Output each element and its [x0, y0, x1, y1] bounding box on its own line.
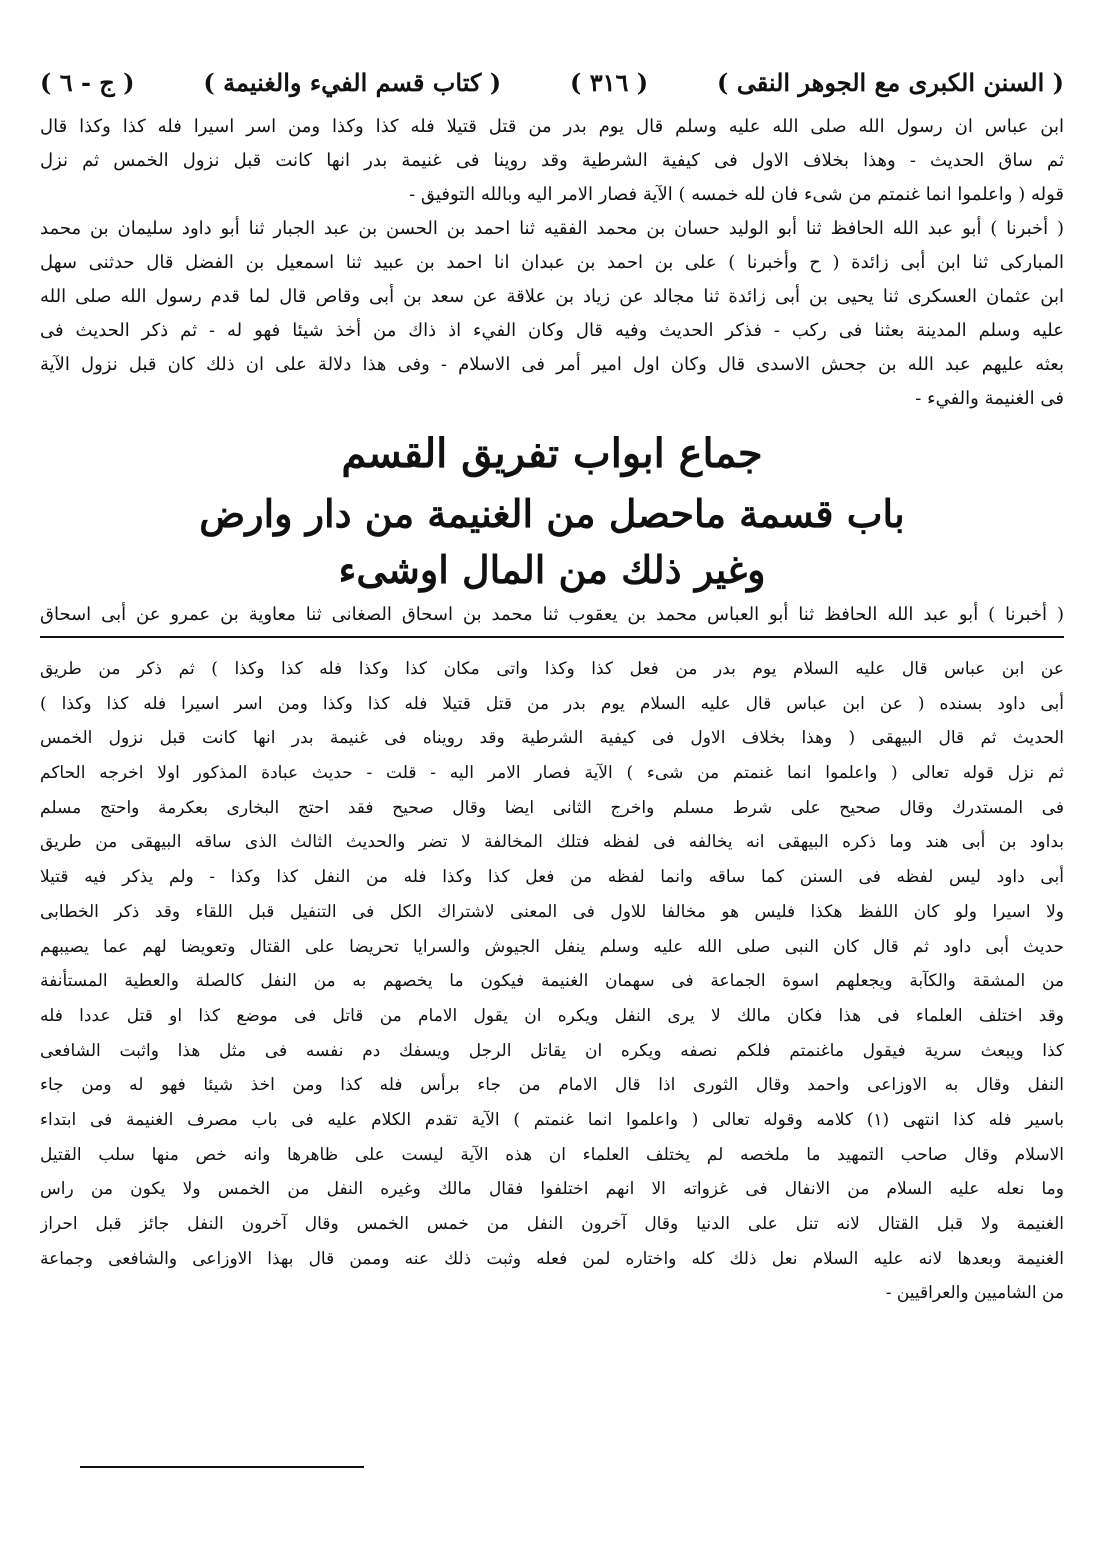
commentary-line: النفل وقال به الاوزاعى واحمد وقال الثورى اذا قال الامام من جاء برأس فله كذا ومن اخذ شيئا فهو له ومن جاء — [40, 1075, 1064, 1096]
text-line: المبارکى ثنا ابن أبى زائدة ( ح وأخبرنا ) على بن احمد بن عبدان انا احمد بن عبيد ثنا اسمعيل بن الفضل قال حدثنى سهل — [40, 252, 1064, 273]
text-line: ( أخبرنا ) أبو عبد الله الحافظ ثنا أبو الوليد حسان بن محمد الفقيه ثنا احمد بن الحسن بن عبد الجبار ثنا أبو داود سليمان بن محمد — [40, 218, 1064, 239]
commentary-line: الغنيمة ولا قبل القتال لانه تنل على الدنيا وقال آخرون النفل من خمس الخمس وقال آخرون النفل جائز قبل احراز — [40, 1214, 1064, 1234]
footnote-rule — [80, 1466, 364, 1468]
commentary-line: وما نعله عليه السلام من الانفال فى غزواته الا انهم اختلفوا فقال مالك وغيره النفل من الخمس ولا يكون من راس — [40, 1179, 1064, 1200]
commentary-line: عن ابن عباس قال عليه السلام يوم بدر من فعل كذا وكذا واتى مكان كذا وكذا فله كذا وكذا ) ثم ذكر من طريق — [40, 659, 1064, 679]
commentary-line: حديث أبى داود ثم قال كان النبى صلى الله عليه وسلم ينفل الجيوش والسرايا تحريضا على القتال وتعويضا لهم عما يصيبهم — [40, 936, 1064, 957]
commentary-line: أبى داود بسنده ( عن ابن عباس قال عليه السلام يوم بدر من قتل قتيلا فله كذا وكذا ومن اسر اسيرا فله كذا وكذا ) — [40, 693, 1064, 714]
text-line: ابن عباس ان رسول الله صلى الله عليه وسلم قال يوم بدر من قتل قتيلا فله كذا وكذا ومن اسر اسيرا فله كذا وكذا قال — [40, 116, 1064, 137]
text-line: فى الغنيمة والفيء - — [915, 388, 1064, 409]
book-page — [40, 60, 1064, 1311]
separator-rule — [40, 636, 1064, 638]
upper-text-block — [40, 110, 1064, 416]
running-header — [40, 60, 1064, 104]
text-line: ابن عثمان العسكرى ثنا يحيى بن أبى زائدة ثنا مجالد عن زياد بن علاقة عن سعد بن أبى وقاص قال لما قدم رسول الله صلى الله — [40, 286, 1064, 307]
commentary-line: الحديث ثم قال البيهقى ( وهذا بخلاف الاول فى كيفية الشرطية وقد رويناه فى غنيمة بدر انها كانت قبل نزول الخمس — [40, 728, 1064, 749]
isnad-line: ( أخبرنا ) أبو عبد الله الحافظ ثنا أبو العباس محمد بن يعقوب ثنا محمد بن اسحاق الصغانى ثنا معاوية بن عمرو عن أبى اسحاق — [40, 604, 1064, 625]
text-line: بعثه عليهم عبد الله بن جحش الاسدى قال وكان اول امير أمر فى الاسلام - وفى هذا دلالة على ان ذلك كان قبل نزول الآية — [40, 354, 1064, 375]
header-page-number: ( ٣١٦ ) — [569, 67, 649, 97]
commentary-line: فى المستدرك وقال صحيح على شرط مسلم واخرج الثانى ايضا وقال صحيح فقد احتج البخارى بعكرمة واحتج مسلم — [40, 797, 1064, 818]
commentary-block — [40, 652, 1064, 1311]
header-book-title: ( السنن الكبرى مع الجوهر النقى ) — [716, 67, 1064, 97]
commentary-line: الاسلام وقال صاحب التمهيد ما ملخصه لم يختلف العلماء ان هذه الآية ليست على ظاهرها وانه خص منها سلب القتيل — [40, 1144, 1064, 1165]
text-line: ثم ساق الحديث - وهذا بخلاف الاول فى كيفية الشرطية وقد روينا فى غنيمة بدر انها كانت قبل نزول الخمس ثم نزل — [40, 150, 1064, 171]
text-line: قوله ( واعلموا انما غنمتم من شىء فان لله خمسه ) الآية فصار الامر اليه وبالله التوفيق - — [409, 184, 1064, 205]
header-volume: ( ج - ٦ ) — [40, 67, 135, 97]
section-title-line-1: باب قسمة ماحصل من الغنيمة من دار وارض — [199, 491, 905, 536]
commentary-line: بداود بن أبى هند وما ذكره البيهقى انه يخالفه فى لفظه فتلك المخالفة لا تضر والحديث الثالث الذى ساقه البيهقى من طريق — [40, 832, 1064, 853]
commentary-line: كذا ويبعث سرية فيقول ماغنمتم فلكم نصفه ويكره ان يقاتل الرجل ويسفك دم نفسه فى مثل هذا واثبت الشافعى — [40, 1040, 1064, 1061]
commentary-line: من الشاميين والعراقيين - — [885, 1283, 1064, 1304]
commentary-line: ثم نزل قوله تعالى ( واعلموا انما غنمتم من شىء ) الآية فصار الامر اليه - قلت - حديث عبادة المذكور اولا اخرجه الحاكم — [40, 763, 1064, 784]
commentary-line: من المشقة والكآبة ويجعلهم اسوة الجماعة فى سهمان الغنيمة فيكون ما يخصهم به من النفل كالصلة والعطية المستأنفة — [40, 971, 1064, 992]
header-section-title: ( كتاب قسم الفيء والغنيمة ) — [203, 67, 502, 97]
commentary-line: باسير فله كذا انتهى (١) كلامه وقوله تعالى ( واعلموا انما غنمتم ) الآية تقدم الكلام عليه فى باب مصرف الغنيمة فى ابتداء — [40, 1109, 1064, 1130]
commentary-line: ولا اسيرا ولو كان اللفظ هكذا فليس هو مخالفا للاول فى المعنى لاشتراك الكل فى التنفيل قبل اللقاء وقد ذكر الخطابى — [40, 901, 1064, 922]
commentary-line: أبى داود ليس لفظه فى السنن كما ساقه وانما لفظه من فعل كذا وكذا فله من النفل كذا وكذا - ولم يذكر فيه قتيلا — [40, 867, 1064, 888]
commentary-line: وقد اختلف العلماء فى هذا فكان مالك لا يرى النفل ويكره ان يقول الامام من قاتل فى موضع كذا او قتل عددا فله — [40, 1005, 1064, 1026]
chapter-title: جماع ابواب تفريق القسم — [341, 430, 763, 477]
section-title-line-2: وغير ذلك من المال اوشىء — [338, 547, 766, 592]
text-line: عليه وسلم المدينة بعثنا فى ركب - فذكر الحديث وفيه قال وكان الفيء اذ ذاك من أخذ شيئا فهو له - ثم ذكر الحديث فى — [40, 320, 1064, 341]
commentary-line: الغنيمة وبعدها لانه عليه السلام نعل ذلك كله واختاره لمن فعله وثبت ذلك عنه وممن قال بهذا الاوزاعى والشافعى وجماعة — [40, 1248, 1064, 1269]
